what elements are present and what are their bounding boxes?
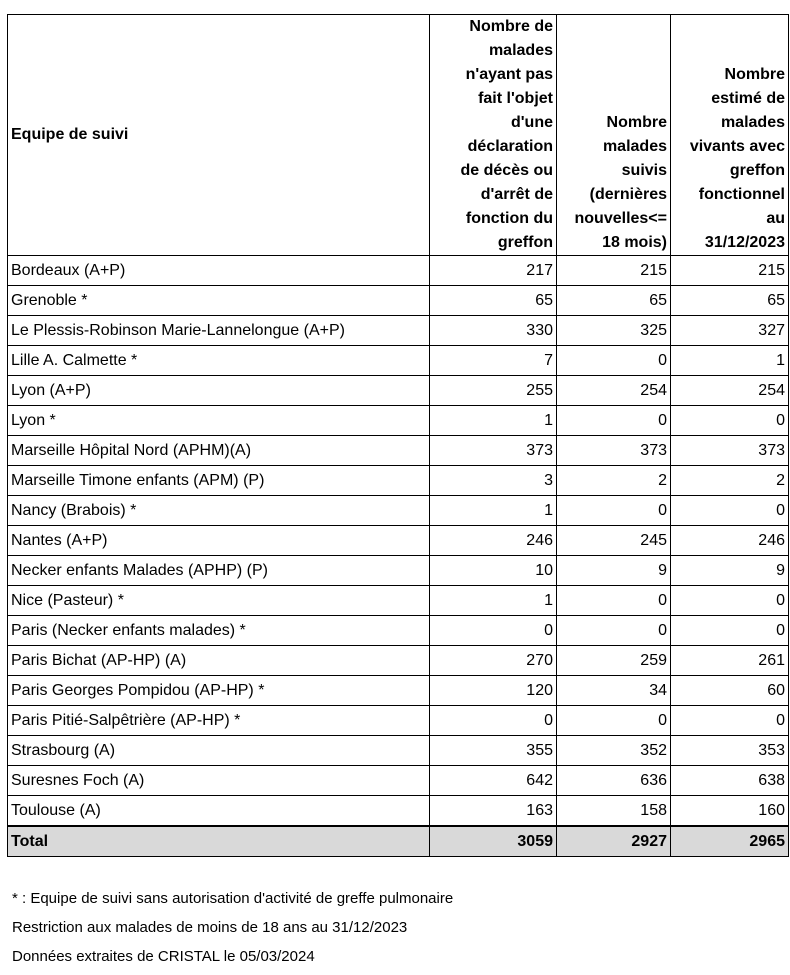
value-cell: 0 — [671, 706, 789, 736]
value-cell: 245 — [557, 526, 671, 556]
value-cell: 636 — [557, 766, 671, 796]
value-cell: 65 — [671, 286, 789, 316]
value-cell: 9 — [557, 556, 671, 586]
value-cell: 60 — [671, 676, 789, 706]
table-row — [8, 526, 789, 556]
table-row — [8, 586, 789, 616]
value-cell: 0 — [671, 496, 789, 526]
footnote-source: Données extraites de CRISTAL le 05/03/2024 — [12, 948, 315, 965]
follow-up-table — [7, 14, 789, 857]
table-row — [8, 436, 789, 466]
value-cell: 355 — [430, 736, 557, 766]
team-name-cell: Lyon * — [8, 406, 430, 436]
value-cell: 0 — [557, 496, 671, 526]
header-patients-no-death-declaration: Nombre de malades n'ayant pas fait l'objet d'une déclaration de décès ou d'arrêt de fonction du greffon — [430, 15, 557, 256]
value-cell: 3 — [430, 466, 557, 496]
footnotes — [12, 888, 453, 975]
value-cell: 215 — [671, 256, 789, 286]
value-cell: 65 — [430, 286, 557, 316]
table-row — [8, 766, 789, 796]
value-cell: 259 — [557, 646, 671, 676]
total-cell: 2927 — [557, 826, 671, 857]
value-cell: 158 — [557, 796, 671, 827]
value-cell: 261 — [671, 646, 789, 676]
value-cell: 215 — [557, 256, 671, 286]
value-cell: 270 — [430, 646, 557, 676]
value-cell: 2 — [557, 466, 671, 496]
value-cell: 246 — [430, 526, 557, 556]
value-cell: 1 — [430, 586, 557, 616]
value-cell: 163 — [430, 796, 557, 827]
table-row — [8, 346, 789, 376]
total-cell: 2965 — [671, 826, 789, 857]
team-name-cell: Strasbourg (A) — [8, 736, 430, 766]
value-cell: 325 — [557, 316, 671, 346]
table-row — [8, 256, 789, 286]
team-name-cell: Nancy (Brabois) * — [8, 496, 430, 526]
value-cell: 0 — [557, 346, 671, 376]
header-row — [8, 15, 789, 256]
value-cell: 1 — [430, 406, 557, 436]
value-cell: 9 — [671, 556, 789, 586]
value-cell: 0 — [671, 586, 789, 616]
value-cell: 0 — [430, 616, 557, 646]
table-row — [8, 736, 789, 766]
team-name-cell: Le Plessis-Robinson Marie-Lannelongue (A+P) — [8, 316, 430, 346]
value-cell: 217 — [430, 256, 557, 286]
team-name-cell: Grenoble * — [8, 286, 430, 316]
value-cell: 10 — [430, 556, 557, 586]
table-row — [8, 646, 789, 676]
footnote-asterisk: * : Equipe de suivi sans autorisation d'activité de greffe pulmonaire — [12, 890, 454, 907]
table-row — [8, 616, 789, 646]
value-cell: 373 — [671, 436, 789, 466]
value-cell: 0 — [557, 616, 671, 646]
value-cell: 1 — [430, 496, 557, 526]
value-cell: 120 — [430, 676, 557, 706]
value-cell: 373 — [557, 436, 671, 466]
table-row — [8, 556, 789, 586]
total-label: Total — [8, 826, 430, 857]
value-cell: 1 — [671, 346, 789, 376]
value-cell: 246 — [671, 526, 789, 556]
value-cell: 0 — [671, 406, 789, 436]
team-name-cell: Bordeaux (A+P) — [8, 256, 430, 286]
team-name-cell: Paris Pitié-Salpêtrière (AP-HP) * — [8, 706, 430, 736]
table-row — [8, 376, 789, 406]
team-name-cell: Necker enfants Malades (APHP) (P) — [8, 556, 430, 586]
value-cell: 352 — [557, 736, 671, 766]
team-name-cell: Paris Georges Pompidou (AP-HP) * — [8, 676, 430, 706]
value-cell: 254 — [557, 376, 671, 406]
footnote-restriction: Restriction aux malades de moins de 18 ans au 31/12/2023 — [12, 919, 408, 936]
team-name-cell: Toulouse (A) — [8, 796, 430, 827]
team-name-cell: Suresnes Foch (A) — [8, 766, 430, 796]
value-cell: 0 — [557, 406, 671, 436]
team-name-cell: Paris (Necker enfants malades) * — [8, 616, 430, 646]
team-name-cell: Marseille Timone enfants (APM) (P) — [8, 466, 430, 496]
table-row — [8, 286, 789, 316]
team-name-cell: Nice (Pasteur) * — [8, 586, 430, 616]
value-cell: 327 — [671, 316, 789, 346]
value-cell: 0 — [430, 706, 557, 736]
value-cell: 0 — [557, 586, 671, 616]
value-cell: 353 — [671, 736, 789, 766]
table-row — [8, 406, 789, 436]
team-name-cell: Lille A. Calmette * — [8, 346, 430, 376]
value-cell: 2 — [671, 466, 789, 496]
table-row — [8, 706, 789, 736]
value-cell: 7 — [430, 346, 557, 376]
value-cell: 642 — [430, 766, 557, 796]
team-name-cell: Paris Bichat (AP-HP) (A) — [8, 646, 430, 676]
table-row — [8, 316, 789, 346]
value-cell: 65 — [557, 286, 671, 316]
table-row — [8, 496, 789, 526]
table-row — [8, 466, 789, 496]
team-name-cell: Marseille Hôpital Nord (APHM)(A) — [8, 436, 430, 466]
value-cell: 254 — [671, 376, 789, 406]
value-cell: 0 — [557, 706, 671, 736]
team-name-cell: Lyon (A+P) — [8, 376, 430, 406]
team-name-cell: Nantes (A+P) — [8, 526, 430, 556]
value-cell: 160 — [671, 796, 789, 827]
table-row — [8, 796, 789, 827]
header-team: Equipe de suivi — [8, 15, 430, 256]
table-row — [8, 676, 789, 706]
header-estimated-alive: Nombre estimé de malades vivants avec greffon fonctionnel au 31/12/2023 — [671, 15, 789, 256]
total-row — [8, 826, 789, 857]
value-cell: 34 — [557, 676, 671, 706]
value-cell: 255 — [430, 376, 557, 406]
value-cell: 373 — [430, 436, 557, 466]
total-cell: 3059 — [430, 826, 557, 857]
value-cell: 0 — [671, 616, 789, 646]
value-cell: 330 — [430, 316, 557, 346]
value-cell: 638 — [671, 766, 789, 796]
header-patients-followed: Nombre malades suivis (dernières nouvelles<= 18 mois) — [557, 15, 671, 256]
